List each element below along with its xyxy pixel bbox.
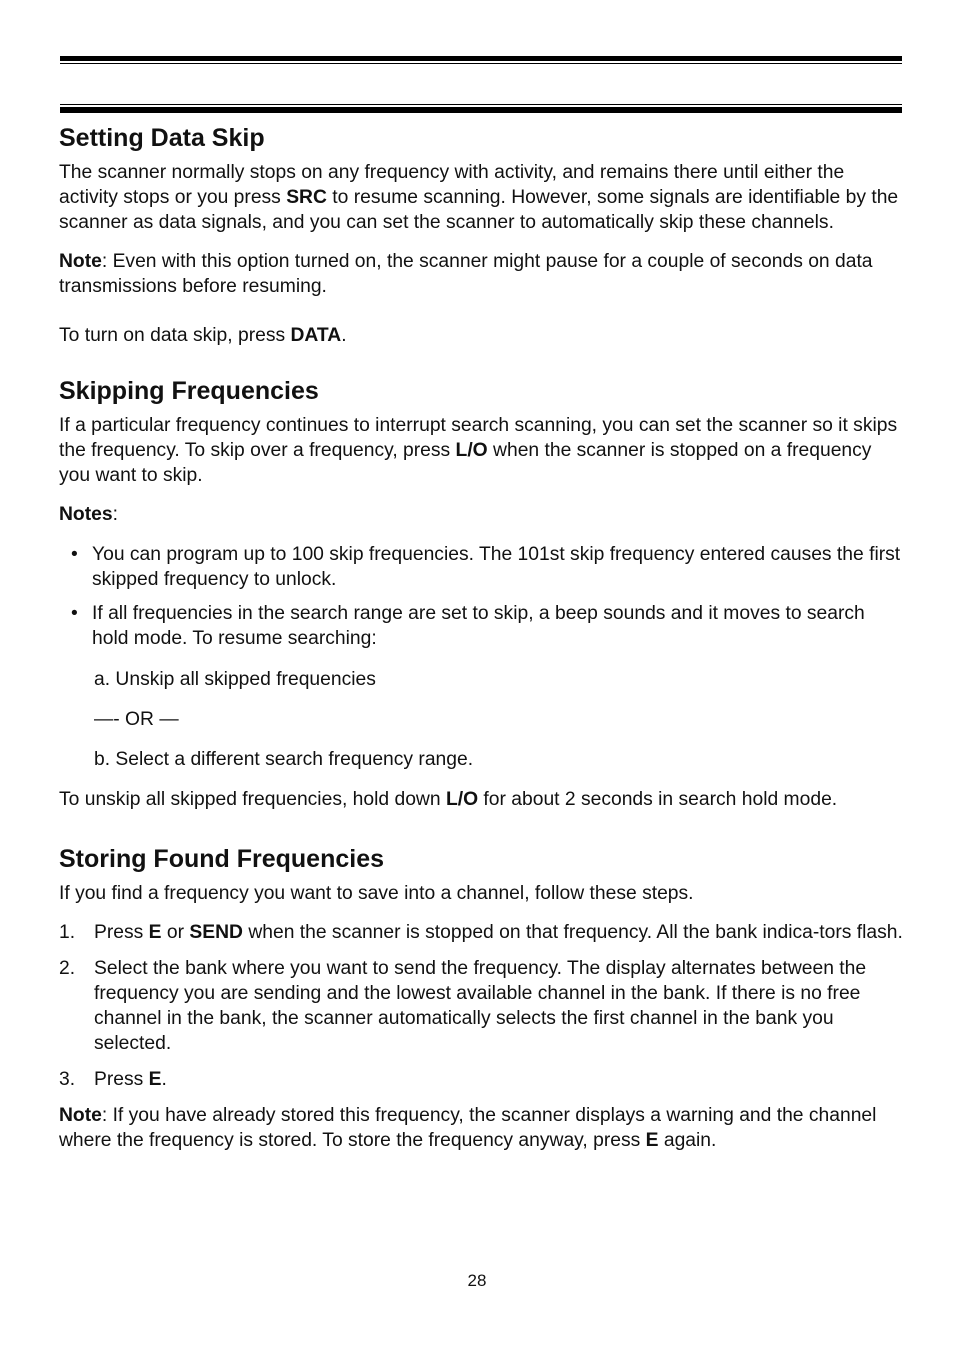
section-title-skipping-frequencies: Skipping Frequencies [59, 377, 319, 405]
text: or [161, 922, 190, 943]
text: If a particular frequency continues to interrupt search scanning, you can set the scanner so it skips the frequency. To skip over a frequency, press [59, 415, 898, 461]
notes-heading [59, 502, 904, 527]
text: when the scanner is stopped on a frequency you want to skip. [59, 440, 872, 486]
header-rule-top [60, 56, 902, 61]
key-lo: L/O [455, 440, 488, 461]
text: to resume scanning. However, some signals are identifiable by the scanner as data signals, and you can set the scanner to automatically skip these channels. [59, 187, 899, 233]
list-item [59, 920, 904, 945]
step-number: 2. [59, 958, 76, 979]
page-content [59, 121, 904, 1167]
list-item [59, 1067, 904, 1092]
note-label: Note [59, 1105, 102, 1126]
text: Press [94, 1069, 149, 1090]
text: You can program up to 100 skip frequencies. The 101st skip frequency entered causes the first skipped frequency to unlock. [92, 544, 901, 590]
header-rule-top-thin [60, 63, 902, 64]
text: Select the bank where you want to send the frequency. The display alternates between the frequency you are sending and the lowest available channel in the bank. If there is no free channel in the bank, the scanner automatically selects the first channel in the bank you selected. [94, 958, 867, 1054]
notes-list [59, 542, 904, 651]
key-lo: L/O [445, 789, 479, 810]
text: To unskip all skipped frequencies, hold down [59, 789, 446, 810]
text: Press [94, 922, 149, 943]
or-separator: —- OR — [94, 709, 179, 730]
step-number: 3. [59, 1069, 76, 1090]
option-a: a. Unskip all skipped frequencies [94, 669, 376, 690]
text: again. [658, 1130, 717, 1151]
list-item [59, 956, 904, 1056]
option-b: b. Select a different search frequency range. [94, 749, 474, 770]
text: If all frequencies in the search range are set to skip, a beep sounds and it moves to search hold mode. To resume searching: [92, 603, 865, 649]
key-e: E [645, 1130, 659, 1151]
unskip-instruction [59, 787, 904, 812]
header-rule-bottom-thin [60, 104, 902, 105]
data-skip-instruction [59, 323, 904, 348]
key-e: E [148, 922, 162, 943]
storing-note [59, 1103, 904, 1153]
text: . [341, 325, 347, 346]
section-title-setting-data-skip: Setting Data Skip [59, 124, 265, 152]
text: . [161, 1069, 167, 1090]
data-skip-note [59, 249, 904, 299]
skipping-intro [59, 413, 904, 488]
step-number: 1. [59, 922, 76, 943]
text: for about 2 seconds in search hold mode. [478, 789, 838, 810]
storing-intro: If you find a frequency you want to save into a channel, follow these steps. [59, 883, 694, 904]
key-data: DATA [290, 325, 342, 346]
section-title-storing-found-frequencies: Storing Found Frequencies [59, 845, 385, 873]
text: To turn on data skip, press [59, 325, 291, 346]
key-src: SRC [286, 187, 327, 208]
key-send: SEND [189, 922, 243, 943]
text: The scanner normally stops on any frequency with activity, and remains there until either the activity stops or you press [59, 162, 845, 208]
steps-list [59, 920, 904, 1092]
notes-label: Notes [59, 504, 113, 525]
list-item [59, 601, 904, 651]
data-skip-intro [59, 160, 904, 235]
bullet-icon: • [71, 544, 78, 565]
text: when the scanner is stopped on that frequency. All the bank indica-tors flash. [242, 922, 903, 943]
list-item [59, 542, 904, 592]
header-rule-bottom [60, 107, 902, 113]
note-label: Note [59, 251, 102, 272]
note-text: : Even with this option turned on, the scanner might pause for a couple of seconds on data transmissions before resuming. [59, 251, 873, 297]
key-e: E [148, 1069, 162, 1090]
page-number: 28 [467, 1271, 487, 1290]
text: : [112, 504, 118, 525]
text: : If you have already stored this frequency, the scanner displays a warning and the channel where the frequency is stored. To store the frequency anyway, press [59, 1105, 877, 1151]
bullet-icon: • [71, 603, 78, 624]
